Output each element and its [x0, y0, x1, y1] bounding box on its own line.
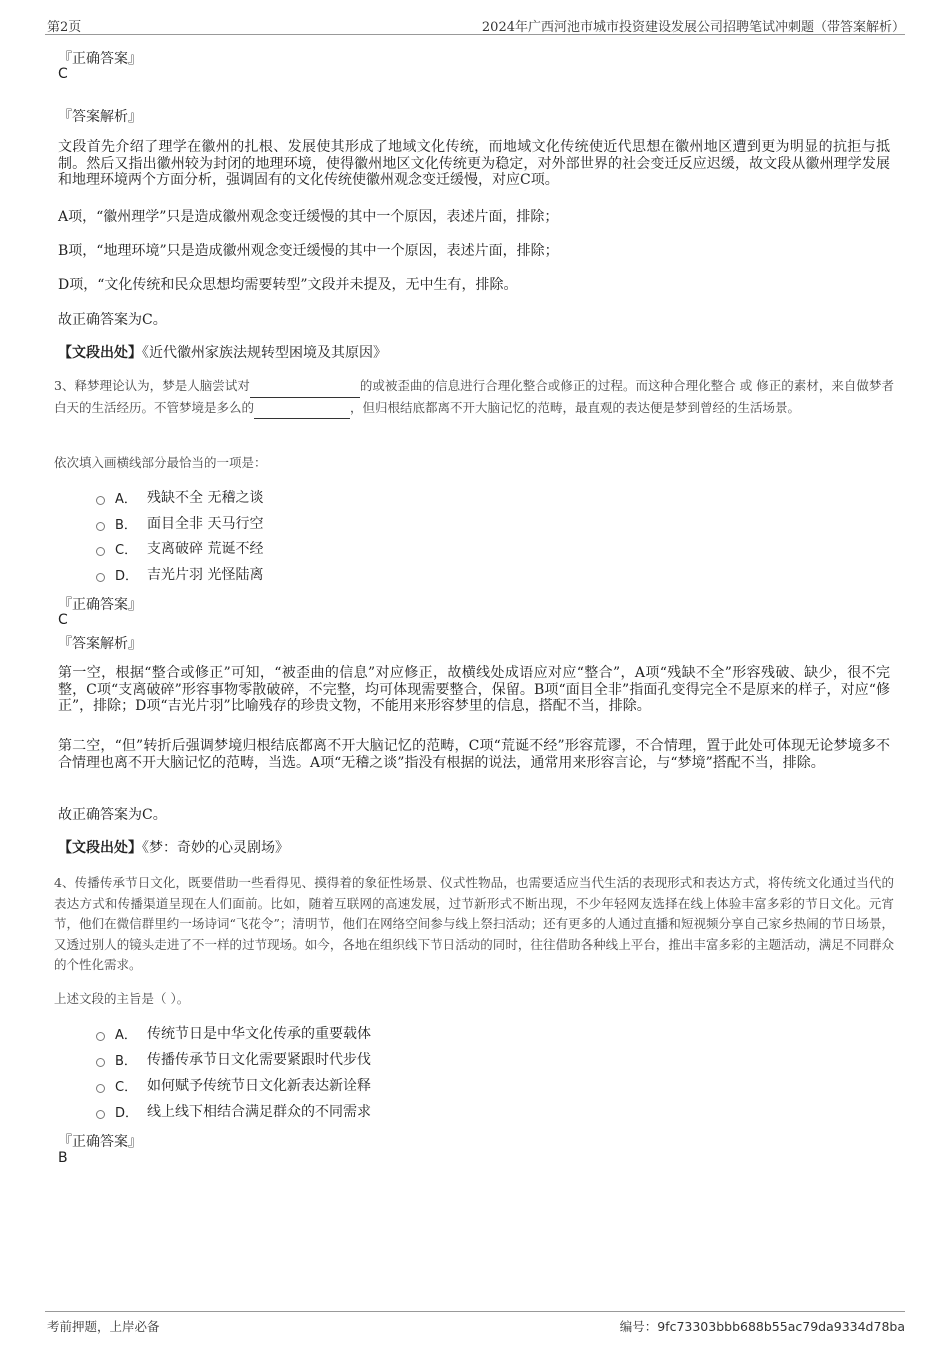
q4-option-a[interactable] — [96, 1023, 371, 1043]
option-letter: D． — [115, 1105, 139, 1121]
option-text: 支离破碎 荒诞不经 — [147, 541, 264, 557]
radio-icon[interactable] — [96, 1058, 105, 1067]
radio-icon[interactable] — [96, 496, 105, 505]
answer-label: 『正确答案』 — [58, 597, 142, 613]
q3-option-b[interactable] — [96, 513, 263, 533]
answer-label: 『正确答案』 — [58, 51, 142, 67]
q4-option-c[interactable] — [96, 1075, 371, 1095]
option-letter: A． — [115, 1027, 137, 1043]
radio-icon[interactable] — [96, 573, 105, 582]
analysis-conclusion: 故正确答案为C。 — [58, 312, 167, 328]
answer-value: B — [58, 1150, 68, 1166]
analysis-conclusion: 故正确答案为C。 — [58, 807, 167, 823]
answer-label: 『正确答案』 — [58, 1134, 142, 1150]
analysis-paragraph-2: 第二空，“但”转折后强调梦境归根结底都离不开大脑记忆的范畴，C项“荒诞不经”形容荒谬，不合情理，置于此处可体现无论梦境多不合情理也离不开大脑记忆的范畴，当选。A项“无稽之谈”指没有根据的说法，通常用来形容言论，与“梦境”搭配不当，排除。 — [58, 738, 890, 771]
text-source — [58, 345, 890, 362]
source-title: 《近代徽州家族法规转型困境及其原因》 — [142, 345, 387, 361]
option-letter: D． — [115, 568, 139, 584]
analysis-option-d: D项，“文化传统和民众思想均需要转型”文段并未提及，无中生有，排除。 — [58, 277, 518, 293]
analysis-option-b: B项，“地理环境”只是造成徽州观念变迁缓慢的其中一个原因，表述片面，排除； — [58, 243, 559, 259]
page-number: 第2页 — [47, 20, 82, 35]
option-text: 传播传承节日文化需要紧跟时代步伐 — [147, 1052, 371, 1068]
q3-option-c[interactable] — [96, 538, 263, 558]
fill-blank-2[interactable] — [254, 398, 350, 420]
radio-icon[interactable] — [96, 1032, 105, 1041]
q4-option-d[interactable] — [96, 1101, 371, 1121]
radio-icon[interactable] — [96, 1110, 105, 1119]
q4-option-b[interactable] — [96, 1049, 371, 1069]
question-3-part2: 的或被歪曲的信息进行合理化整合或修正的过程。而这种合理化整合 或 修正的素材，来自做梦者白天的生活经历。不管梦境是多么的 — [54, 378, 894, 415]
option-letter: A． — [115, 491, 137, 507]
option-letter: B． — [115, 517, 137, 533]
analysis-label: 『答案解析』 — [58, 109, 142, 125]
radio-icon[interactable] — [96, 522, 105, 531]
option-letter: C． — [115, 1079, 138, 1095]
option-text: 吉光片羽 光怪陆离 — [147, 567, 264, 583]
question-4-text: 4、传播传承节日文化，既要借助一些看得见、摸得着的象征性场景、仪式性物品，也需要适应当代生活的表现形式和表达方式，将传统文化通过当代的表达方式和传播渠道呈现在人们面前。比如，随着互联网的高速发展，过节新形式不断出现，不少年轻网友选择在线上体验丰富多彩的节日文化。元宵节，他们在微信群里约一场诗词“飞花令”；清明节，他们在网络空间参与线上祭扫活动；还有更多的人通过直播和短视频分享自己家乡热闹的节日场景，又透过别人的镜头走进了不一样的过节现场。如今，各地在组织线下节日活动的同时，往往借助各种线上平台，推出丰富多彩的主题活动，满足不同群众的个性化需求。 — [54, 875, 894, 972]
option-text: 残缺不全 无稽之谈 — [147, 490, 264, 506]
question-4-prompt: 上述文段的主旨是（ ）。 — [54, 991, 190, 1006]
option-text: 传统节日是中华文化传承的重要载体 — [147, 1026, 371, 1042]
q3-option-a[interactable] — [96, 487, 263, 507]
document-code — [620, 1317, 905, 1335]
option-text: 面目全非 天马行空 — [147, 516, 264, 532]
radio-icon[interactable] — [96, 1084, 105, 1093]
fill-blank-1[interactable] — [250, 376, 360, 398]
analysis-paragraph: 文段首先介绍了理学在徽州的扎根、发展使其形成了地域文化传统，而地域文化传统使近代思想在徽州地区遭到更为明显的抗拒与抵制。然后又指出徽州较为封闭的地理环境，使得徽州地区文化传统更为稳定，对外部世界的社会变迁反应迟缓，故文段从徽州理学发展和地理环境两个方面分析，强调固有的文化传统使徽州观念变迁缓慢，对应C项。 — [58, 139, 890, 188]
q3-option-d[interactable] — [96, 564, 263, 584]
code-label: 编号： — [619, 1319, 658, 1334]
question-3-prompt: 依次填入画横线部分最恰当的一项是： — [54, 455, 267, 470]
question-3-part1: 3、释梦理论认为，梦是人脑尝试对 — [54, 378, 250, 393]
document-title: 2024年广西河池市城市投资建设发展公司招聘笔试冲刺题（带答案解析） — [481, 20, 905, 35]
answer-value: C — [58, 66, 68, 82]
text-source — [58, 840, 890, 857]
code-value: 9fc73303bbb688b55ac79da9334d78ba — [657, 1319, 905, 1334]
source-bracket: 【文段出处】 — [58, 345, 142, 361]
footer-slogan: 考前押题，上岸必备 — [47, 1319, 160, 1334]
question-3-part3: ，但归根结底都离不开大脑记忆的范畴，最直观的表达便是梦到曾经的生活场景。 — [350, 399, 801, 415]
radio-icon[interactable] — [96, 547, 105, 556]
analysis-paragraph-1: 第一空，根据“整合或修正”可知，“被歪曲的信息”对应修正，故横线处成语应对应“整合”，A项“残缺不全”形容残破、缺少，很不完整，C项“支离破碎”形容事物零散破碎，不完整，均可体现需要整合，保留。B项“面目全非”指面孔变得完全不是原来的样子，对应“修正”，排除；D项“吉光片羽”比喻残存的珍贵文物，不能用来形容梦里的信息，搭配不当，排除。 — [58, 665, 890, 714]
question-3-text — [54, 376, 894, 419]
option-text: 线上线下相结合满足群众的不同需求 — [147, 1104, 371, 1120]
option-text: 如何赋予传统节日文化新表达新诠释 — [147, 1078, 371, 1094]
page-footer — [45, 1311, 905, 1338]
option-letter: B． — [115, 1053, 137, 1069]
answer-value: C — [58, 612, 68, 628]
source-bracket: 【文段出处】 — [58, 840, 142, 856]
analysis-label: 『答案解析』 — [58, 636, 142, 652]
page-header — [45, 14, 905, 35]
source-title: 《梦：奇妙的心灵剧场》 — [142, 840, 289, 856]
option-letter: C． — [115, 542, 138, 558]
analysis-option-a: A项，“徽州理学”只是造成徽州观念变迁缓慢的其中一个原因，表述片面，排除； — [58, 209, 559, 225]
